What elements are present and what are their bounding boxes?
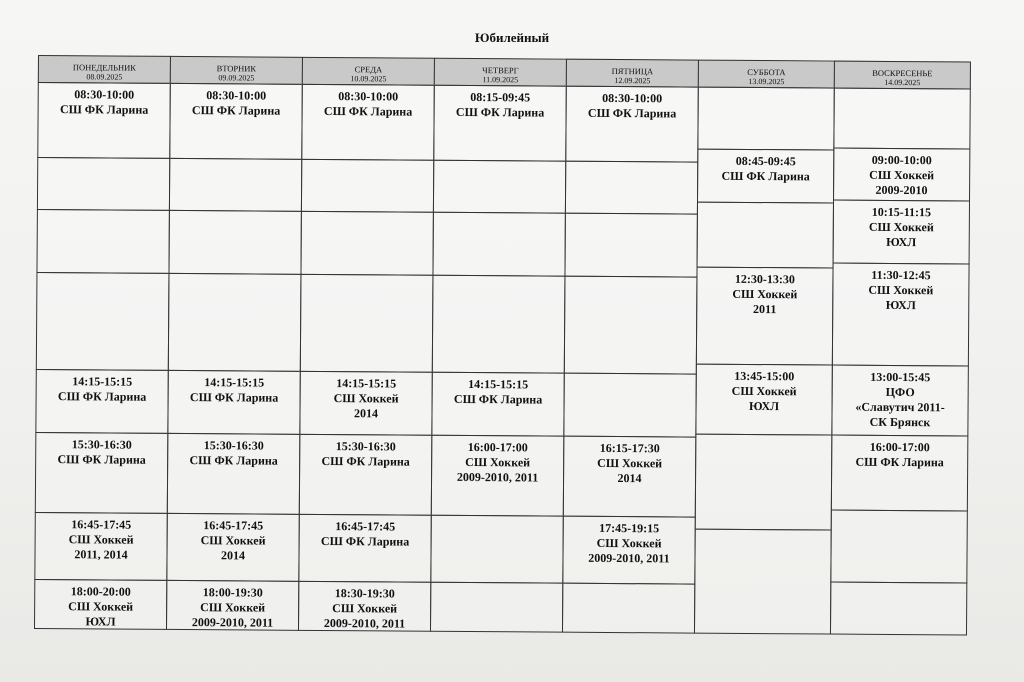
cell-line: СШ Хоккей [868,219,934,235]
cell-line: 2014 [617,471,642,486]
schedule-cell [565,161,698,215]
cell-line: СШ ФК Ларина [453,391,543,407]
day-header [434,58,567,87]
cell-line: 16:45-17:45 [203,518,264,533]
day-column [830,61,971,636]
cell-line: ЮХЛ [749,398,780,414]
schedule-cell [562,516,695,585]
cell-line: СШ ФК Ларина [189,453,278,468]
schedule-cell [34,512,167,581]
cell-line: 2014 [353,406,379,421]
schedule-cell [432,275,566,374]
day-header [566,59,699,88]
day-date: 14.09.2025 [884,77,921,88]
cell-line: 2009-2010, 2011 [588,550,670,566]
cell-line: 08:45-09:45 [735,153,796,169]
cell-line: ЮХЛ [886,234,917,250]
cell-line: СШ Хоккей [332,601,398,616]
day-column [562,59,699,634]
cell-line: СШ ФК Ларина [189,390,279,405]
cell-line: ЦФО [885,384,915,400]
cell-line: 2014 [220,548,246,563]
day-name: ВТОРНИК [216,63,257,74]
cell-line: СШ ФК Ларина [855,454,944,470]
schedule-cell [34,579,167,630]
cell-line: СШ ФК Ларина [321,453,410,469]
cell-line: ЮХЛ [885,297,916,313]
cell-line: 15:30-16:30 [203,438,264,453]
cell-line: 14:15-15:15 [72,374,133,389]
schedule-cell [37,82,171,159]
day-header [38,55,171,84]
cell-line: 16:45-17:45 [335,519,396,534]
schedule-cell [431,435,565,517]
cell-line: 17:45-19:15 [599,520,660,536]
day-name: СУББОТА [747,66,786,78]
day-date: 08.09.2025 [86,72,123,82]
cell-line: 13:45-15:00 [734,368,795,384]
schedule-cell [433,160,566,214]
schedule-cell [35,432,169,514]
schedule-cell [562,583,695,634]
schedule-cell [169,158,302,212]
cell-line: 16:00-17:00 [467,440,528,455]
cell-line: СШ ФК Ларина [59,102,149,117]
cell-line: СШ Хоккей [200,533,266,548]
day-name: СРЕДА [354,64,383,75]
schedule-cell [563,436,697,518]
day-name: ПОНЕДЕЛЬНИК [72,62,136,73]
schedule-cell [36,209,169,274]
cell-line: ЮХЛ [85,614,116,629]
cell-line: 2009-2010, 2011 [323,616,406,631]
schedule-cell [168,210,301,275]
cell-line: 08:30-10:00 [602,90,663,106]
cell-line: 13:00-15:45 [870,369,931,385]
schedule-cell [830,510,968,584]
day-header [698,60,835,89]
cell-line: 16:15-17:30 [599,440,660,456]
cell-line: «Славутич 2011- [855,399,945,415]
schedule-cell [563,373,696,438]
schedule-cell [564,213,697,278]
day-header [834,61,971,90]
cell-line: СШ Хоккей [596,535,662,551]
cell-line: 2009-2010 [875,182,928,198]
schedule-cell [832,263,970,367]
cell-line: 14:15-15:15 [204,375,265,390]
cell-line: 14:15-15:15 [336,376,397,391]
cell-line: 15:30-16:30 [71,437,132,452]
cell-line: 2009-2010, 2011 [191,615,274,630]
cell-line: 16:45-17:45 [71,517,132,532]
cell-line: 2011 [753,301,777,317]
schedule-cell [564,276,698,375]
cell-line: 15:30-16:30 [335,439,396,454]
schedule-cell [168,273,302,372]
schedule-cell [833,200,970,265]
schedule-cell [831,365,968,437]
cell-line: 09:00-10:00 [871,152,932,168]
schedule-cell [432,212,565,277]
day-date: 09.09.2025 [218,73,255,83]
schedule-cell [169,83,303,160]
cell-line: 2011, 2014 [74,547,128,562]
cell-line: СШ ФК Ларина [587,105,677,121]
cell-line: 2009-2010, 2011 [456,469,539,485]
day-column [694,60,835,635]
schedule-cell [833,148,970,202]
schedule-cell [298,581,431,632]
schedule-cell [37,157,170,211]
cell-line: СК Брянск [869,414,931,430]
cell-line: СШ ФК Ларина [57,389,147,404]
cell-line: 10:15-11:15 [871,204,932,220]
schedule-cell [300,274,434,373]
day-date: 10.09.2025 [350,74,387,84]
day-header [302,57,435,86]
cell-line: 12:30-13:30 [734,271,796,287]
cell-line: 18:00-19:30 [202,585,263,600]
cell-line: 18:00-20:00 [70,584,131,599]
day-name: ЧЕТВЕРГ [482,65,519,76]
schedule-cell [694,529,832,635]
schedule-cell [167,433,301,515]
cell-line: СШ Хоккей [597,455,663,471]
cell-line: СШ ФК Ларина [191,103,281,118]
cell-line: СШ Хоккей [68,599,134,614]
schedule-table [34,55,970,635]
cell-line: СШ ФК Ларина [57,452,146,467]
schedule-cell [301,84,435,161]
day-column [166,56,303,631]
cell-line: 18:30-19:30 [334,586,395,601]
schedule-cell [430,582,563,633]
schedule-cell [433,85,567,162]
schedule-cell [833,88,970,150]
schedule-cell [299,371,432,436]
page-title: Юбилейный [474,30,550,45]
schedule-cell [697,202,834,269]
cell-line: СШ ФК Ларина [320,533,410,549]
day-header [170,56,303,85]
schedule-cell [695,364,832,436]
day-column [430,58,567,633]
cell-line: 08:30-10:00 [206,88,267,103]
schedule-cell [565,86,699,163]
day-date: 11.09.2025 [482,75,519,85]
schedule-cell [35,369,168,434]
cell-line: СШ Хоккей [731,383,797,399]
schedule-cell [696,267,834,366]
cell-line: 08:15-09:45 [470,90,531,105]
schedule-cell [36,272,170,371]
cell-line: 08:30-10:00 [338,89,399,104]
schedule-cell [166,580,299,631]
cell-line: СШ Хоккей [868,282,934,298]
cell-line: 11:30-12:45 [871,267,931,283]
cell-line: СШ ФК Ларина [721,168,810,184]
day-name: ПЯТНИЦА [611,66,654,77]
cell-line: СШ ФК Ларина [455,104,545,120]
day-date: 12.09.2025 [614,76,651,86]
schedule-cell [430,515,563,584]
schedule-cell [167,370,300,435]
schedule-cell [300,211,433,276]
cell-line: СШ Хоккей [200,600,266,615]
cell-line: 14:15-15:15 [468,377,529,392]
cell-line: 08:30-10:00 [74,87,135,102]
schedule-cell [697,149,834,204]
schedule-cell [697,87,834,151]
cell-line: 16:00-17:00 [869,439,930,455]
cell-line: СШ Хоккей [68,532,134,547]
schedule-cell [830,582,967,636]
cell-line: СШ ФК Ларина [323,103,413,119]
cell-line: СШ Хоккей [732,286,798,302]
cell-line: СШ Хоккей [869,167,935,183]
cell-line: СШ Хоккей [333,391,399,406]
day-name: ВОСКРЕСЕНЬЕ [872,67,933,79]
day-date: 13.09.2025 [748,76,785,87]
cell-line: СШ Хоккей [465,454,531,470]
day-column [34,55,171,630]
schedule-cell [299,434,433,516]
schedule-cell [298,514,431,583]
schedule-cell [301,159,434,213]
schedule-cell [431,372,564,437]
schedule-cell [831,435,969,512]
day-column [298,57,435,632]
schedule-cell [166,513,299,582]
schedule-cell [695,434,833,531]
